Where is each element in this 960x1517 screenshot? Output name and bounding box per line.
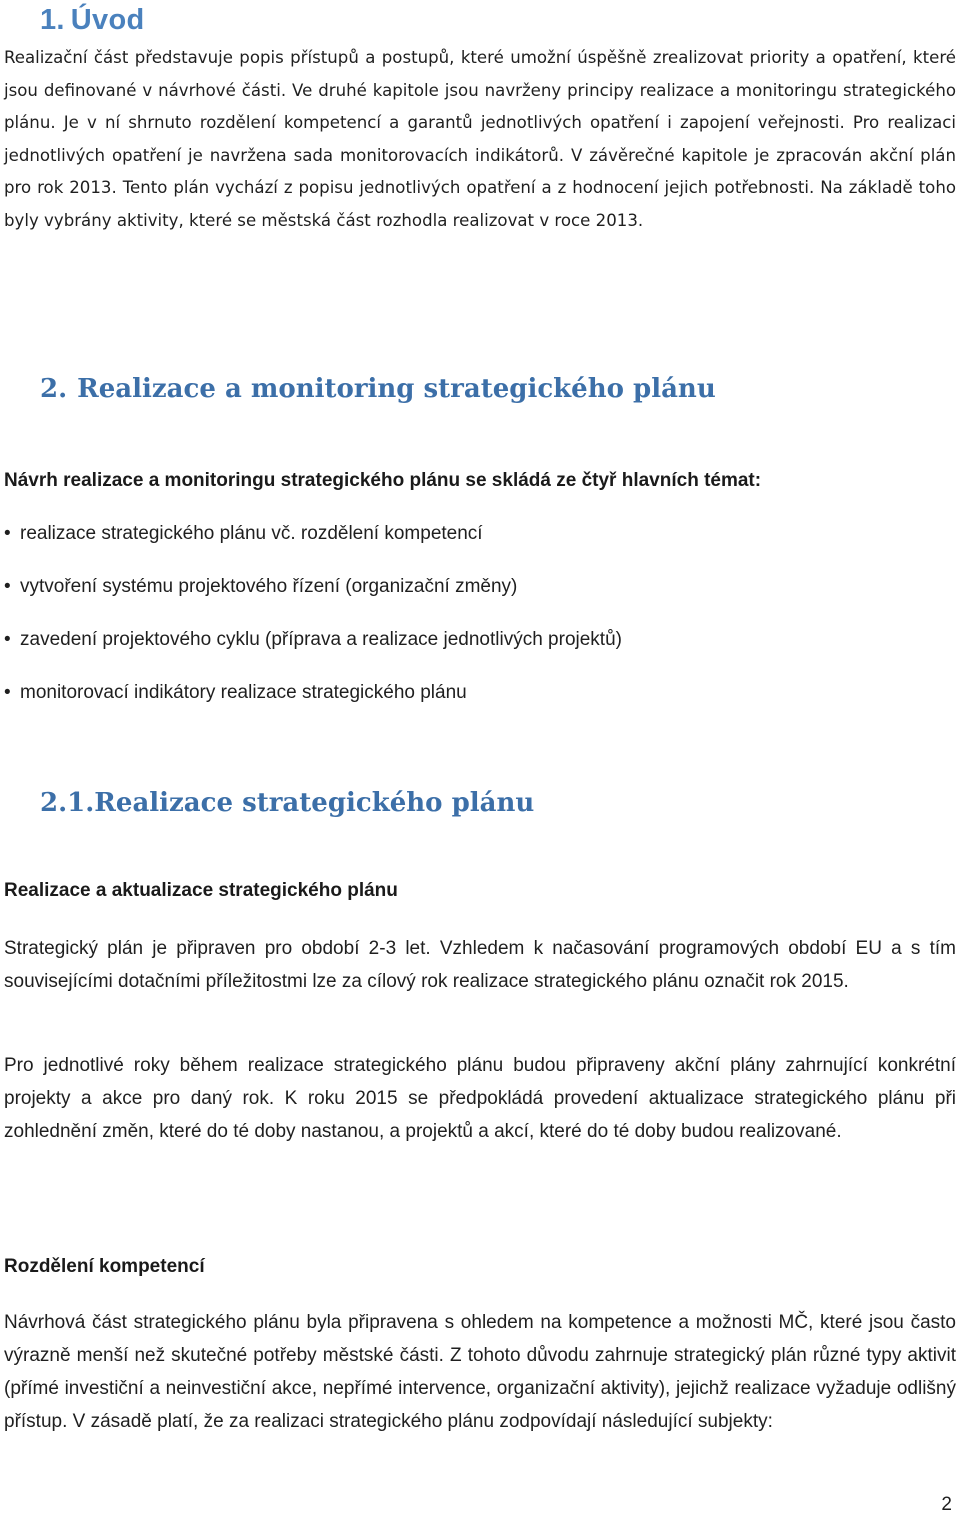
section-2-1-number: 2.1.	[40, 788, 95, 818]
list-item	[4, 629, 622, 651]
section-2-number: 2.	[40, 374, 68, 404]
subheading-rozdeleni-kompetenci: Rozdělení kompetencí	[4, 1256, 205, 1277]
section-1-paragraph: Realizační část představuje popis přístupů a postupů, které umožní úspěšně zrealizovat priority a opatření, které jsou definované v návrhové části. Ve druhé kapitole jsou navrženy principy realizace a monitoringu strategického plánu. Je v ní shrnuto rozdělení kompetencí a garantů jednotlivých opatření i zapojení veřejnosti. Pro realizaci jednotlivých opatření je navržena sada monitorovacích indikátorů. V závěrečné kapitole je zpracován akční plán pro rok 2013. Tento plán vychází z popisu jednotlivých opatření a z hodnocení jejich potřebnosti. Na základě toho byly vybrány aktivity, které se městská část rozhodla realizovat v roce 2013.	[4, 48, 956, 230]
paragraph-akcni-plany: Pro jednotlivé roky během realizace strategického plánu budou připraveny akční plány zahrnující konkrétní projekty a akce pro daný rok. K roku 2015 se předpokládá provedení aktualizace strategického plánu při zohlednění změn, které do té doby nastanou, a projektů a akcí, které do té doby budou realizované.	[4, 1055, 956, 1142]
bullet-icon: •	[4, 576, 11, 597]
paragraph-kompetence: Návrhová část strategického plánu byla připravena s ohledem na kompetence a možnosti MČ, které jsou často výrazně menší než skutečné potřeby městské části. Z tohoto důvodu zahrnuje strategický plán různé typy aktivit (přímé investiční a neinvestiční akce, nepřímé intervence, organizační aktivity), jejichž realizace vyžaduje odlišný přístup. V zásadě platí, že za realizaci strategického plánu zodpovídají následující subjekty:	[4, 1312, 956, 1432]
list-item	[4, 682, 467, 704]
section-1-title: Úvod	[70, 4, 145, 36]
bullet-icon: •	[4, 523, 11, 544]
section-2-intro: Návrh realizace a monitoringu strategického plánu se skládá ze čtyř hlavních témat:	[4, 470, 762, 491]
subheading-realizace-aktualizace: Realizace a aktualizace strategického plánu	[4, 880, 398, 901]
list-item	[4, 523, 483, 545]
bullet-text: monitorovací indikátory realizace strategického plánu	[20, 682, 467, 703]
paragraph-obdobi: Strategický plán je připraven pro období 2-3 let. Vzhledem k načasování programových období EU a s tím souvisejícími dotačními příležitostmi lze za cílový rok realizace strategického plánu označit rok 2015.	[4, 938, 956, 992]
bullet-icon: •	[4, 682, 11, 703]
bullet-text: realizace strategického plánu vč. rozdělení kompetencí	[20, 523, 483, 544]
bullet-icon: •	[4, 629, 11, 650]
bullet-text: vytvoření systému projektového řízení (organizační změny)	[20, 576, 518, 597]
bullet-text: zavedení projektového cyklu (příprava a realizace jednotlivých projektů)	[20, 629, 622, 650]
section-2-1-heading	[40, 788, 534, 818]
page-number: 2	[941, 1494, 952, 1515]
section-2-heading	[40, 374, 716, 404]
section-2-1-title: Realizace strategického plánu	[94, 788, 535, 818]
section-1-heading	[40, 4, 145, 37]
section-2-title: Realizace a monitoring strategického plánu	[77, 374, 716, 404]
list-item	[4, 576, 517, 598]
section-1-number: 1.	[40, 4, 65, 36]
